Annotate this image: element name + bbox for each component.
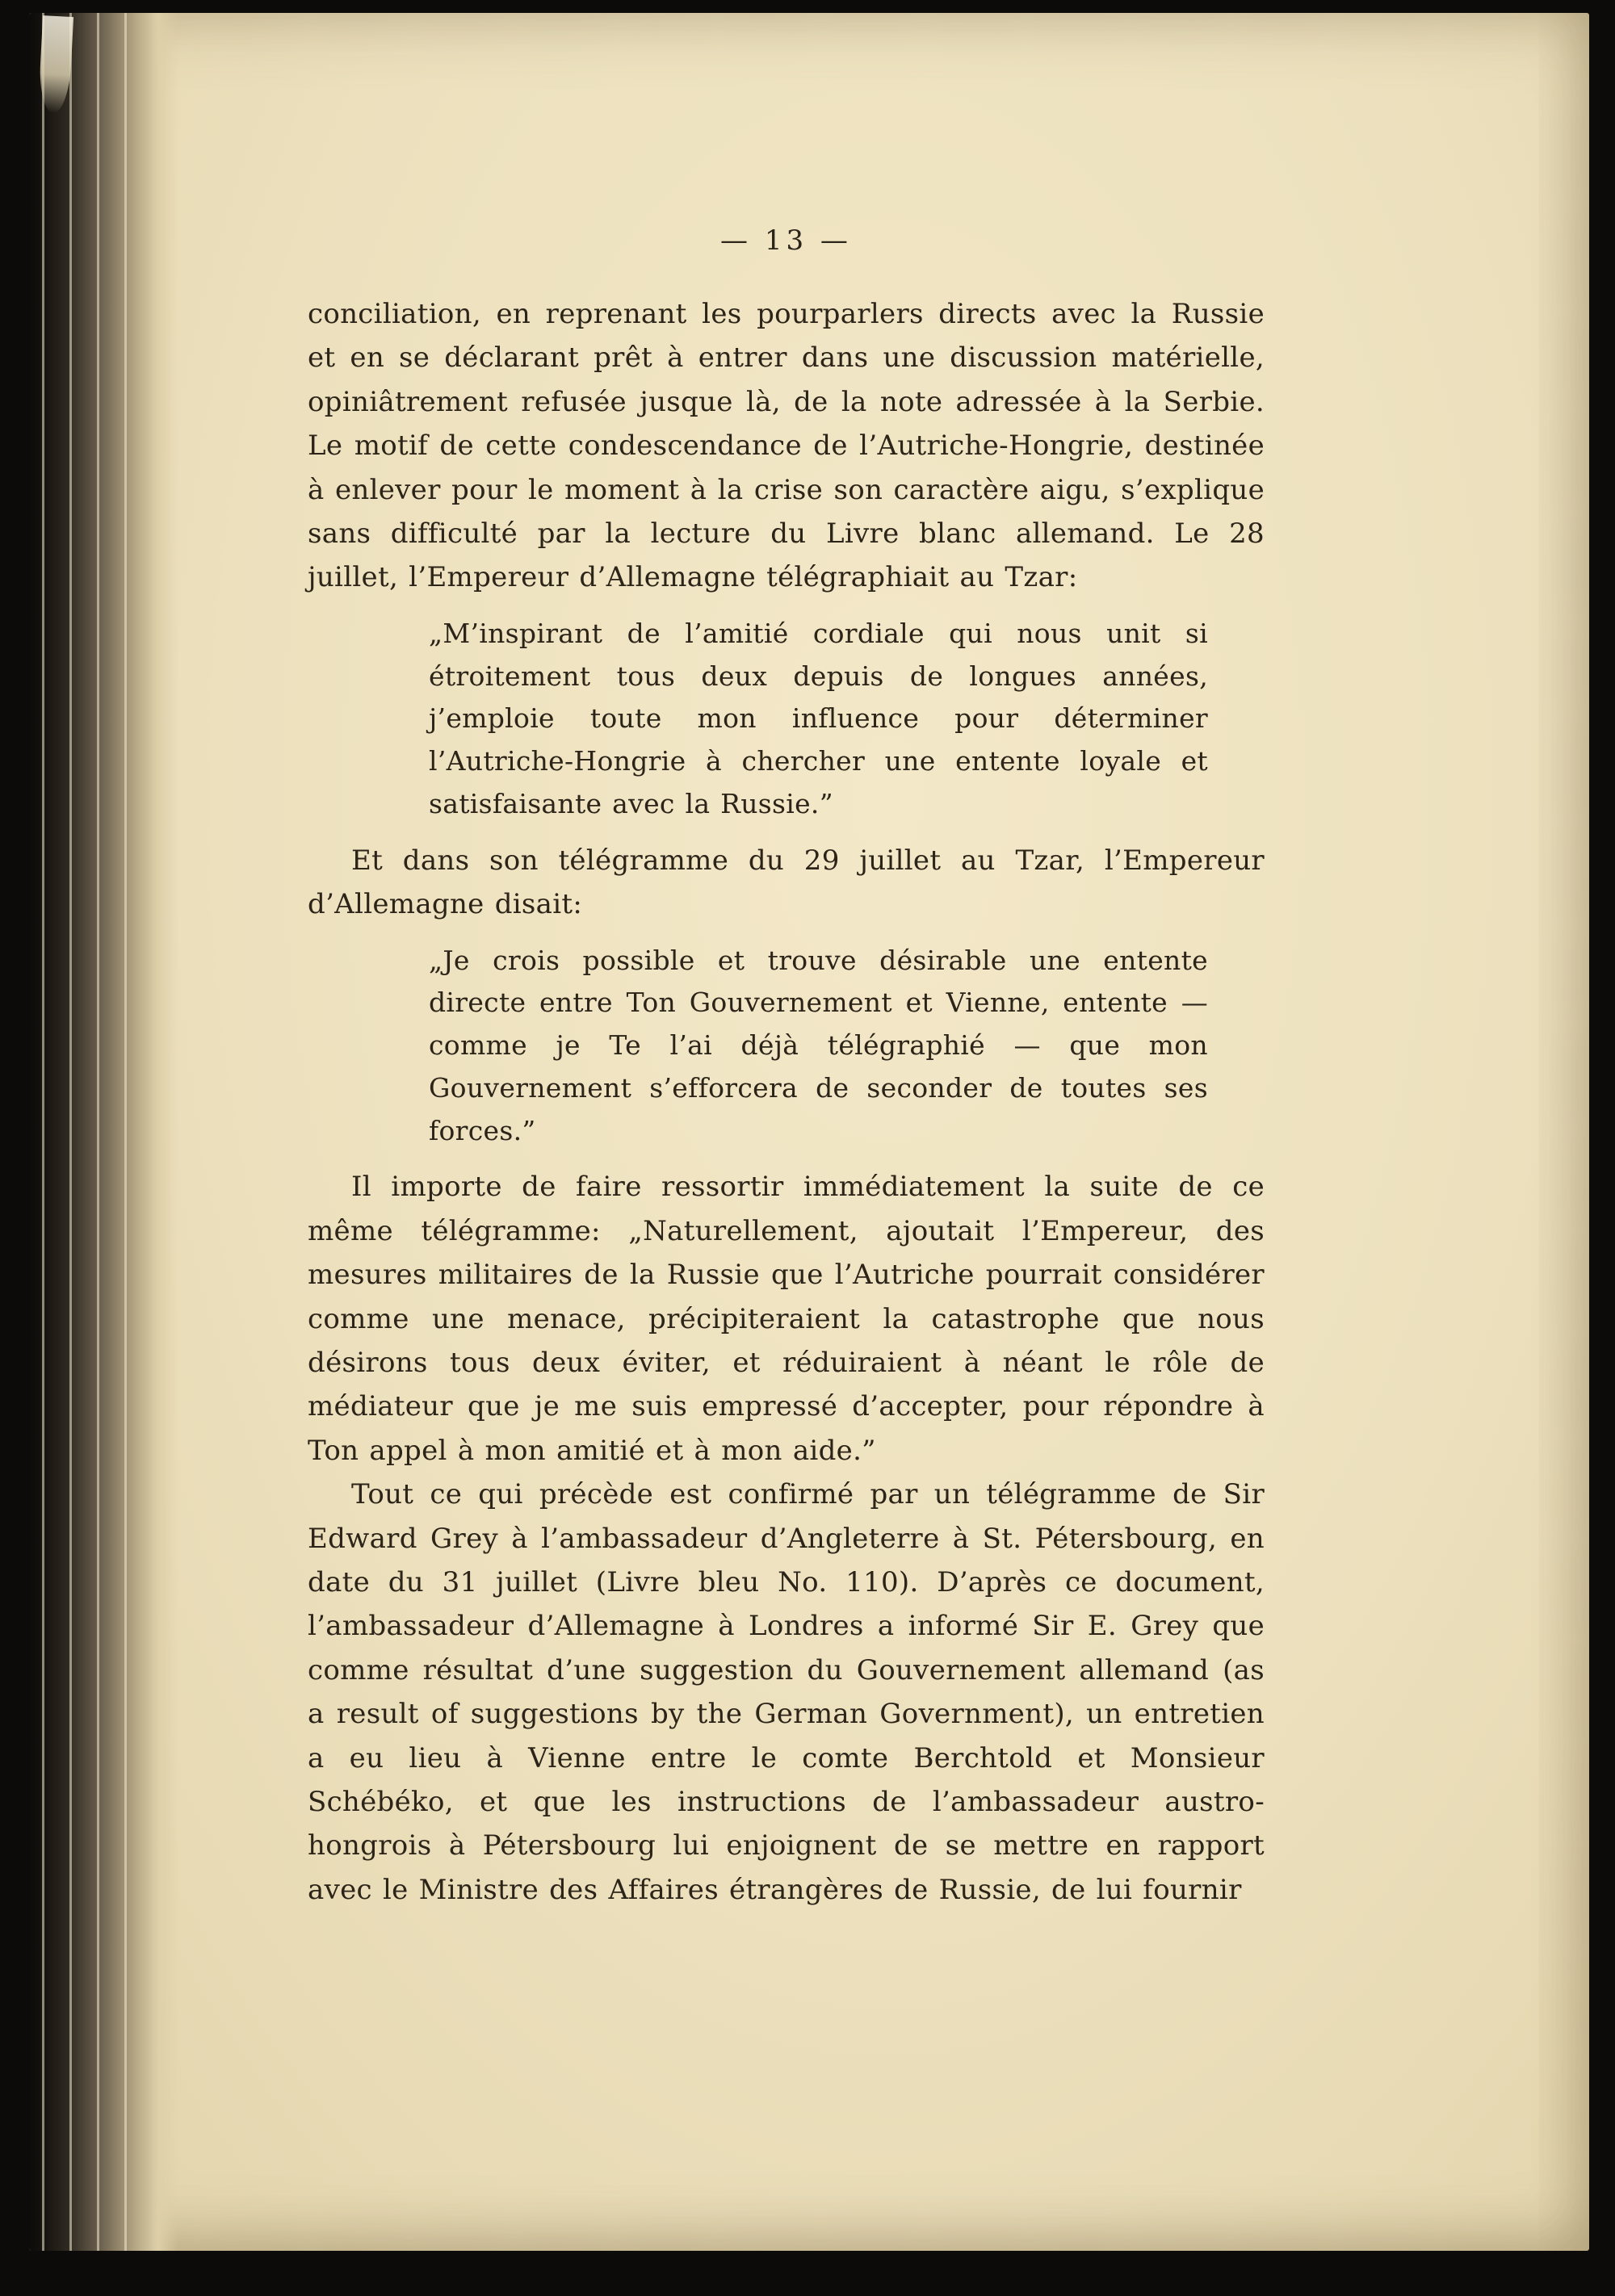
- paragraph-telegramme-29-juillet: Et dans son télégramme du 29 juillet au Tzar, l’Empereur d’Allemagne disait:: [308, 844, 1265, 921]
- paper: [29, 13, 1589, 2251]
- telegram-quote-28-juillet: „M’inspirant de l’amitié cordiale qui nous unit si étroitement tous deux depuis de longues années, j’emploie toute mon influence pour déterminer l’Autriche-Hongrie à chercher une entente loyale et satisfaisante avec la Russie.”: [429, 617, 1208, 819]
- paragraph-conciliation: conciliation, en reprenant les pourparlers directs avec la Russie et en se déclarant prêt à entrer dans une discussion matérielle, opiniâtrement refusée jusque là, de la note adressée à la Serbie. Le motif de cette condescendance de l’Autriche-Hongrie, destinée à enlever pour le moment à la crise son caractère aigu, s’explique sans difficulté par la lecture du Livre blanc allemand. Le 28 juillet, l’Empereur d’Allemagne télégraphiait au Tzar:: [308, 298, 1265, 594]
- page-number: — 13 —: [720, 224, 852, 257]
- page-content: [308, 224, 1265, 1912]
- paragraph-il-importe: Il importe de faire ressortir immédiatement la suite de ce même télégramme: „Naturellement, ajoutait l’Empereur, des mesures militaires de la Russie que l’Autriche pourrait considérer comme une menace, précipiteraient la catastrophe que nous désirons tous deux éviter, et réduiraient à néant le rôle de médiateur que je me suis empressé d’accepter, pour répondre à Ton appel à mon amitié et à mon aide.”: [308, 1171, 1265, 1467]
- paragraph-tout-ce-qui-precede: Tout ce qui précède est confirmé par un télégramme de Sir Edward Grey à l’ambassadeur d’Angleterre à St. Pétersbourg, en date du 31 juillet (Livre bleu No. 110). D’après ce document, l’ambassadeur d’Allemagne à Londres a informé Sir E. Grey que comme résultat d’une suggestion du Gouvernement allemand (as a result of suggestions by the German Government), un entretien a eu lieu à Vienne entre le comte Berchtold et Monsieur Schébéko, et que les instructions de l’ambassadeur austro-hongrois à Pétersbourg lui enjoignent de se mettre en rapport avec le Ministre des Affaires étrangères de Russie, de lui fournir: [308, 1478, 1265, 1906]
- book-gutter-shadow: [29, 13, 178, 2251]
- telegram-quote-29-juillet: „Je crois possible et trouve désirable une entente directe entre Ton Gouvernement et Vienne, entente — comme je Te l’ai déjà télégraphié — que mon Gouvernement s’efforcera de seconder de toutes ses forces.”: [429, 944, 1208, 1146]
